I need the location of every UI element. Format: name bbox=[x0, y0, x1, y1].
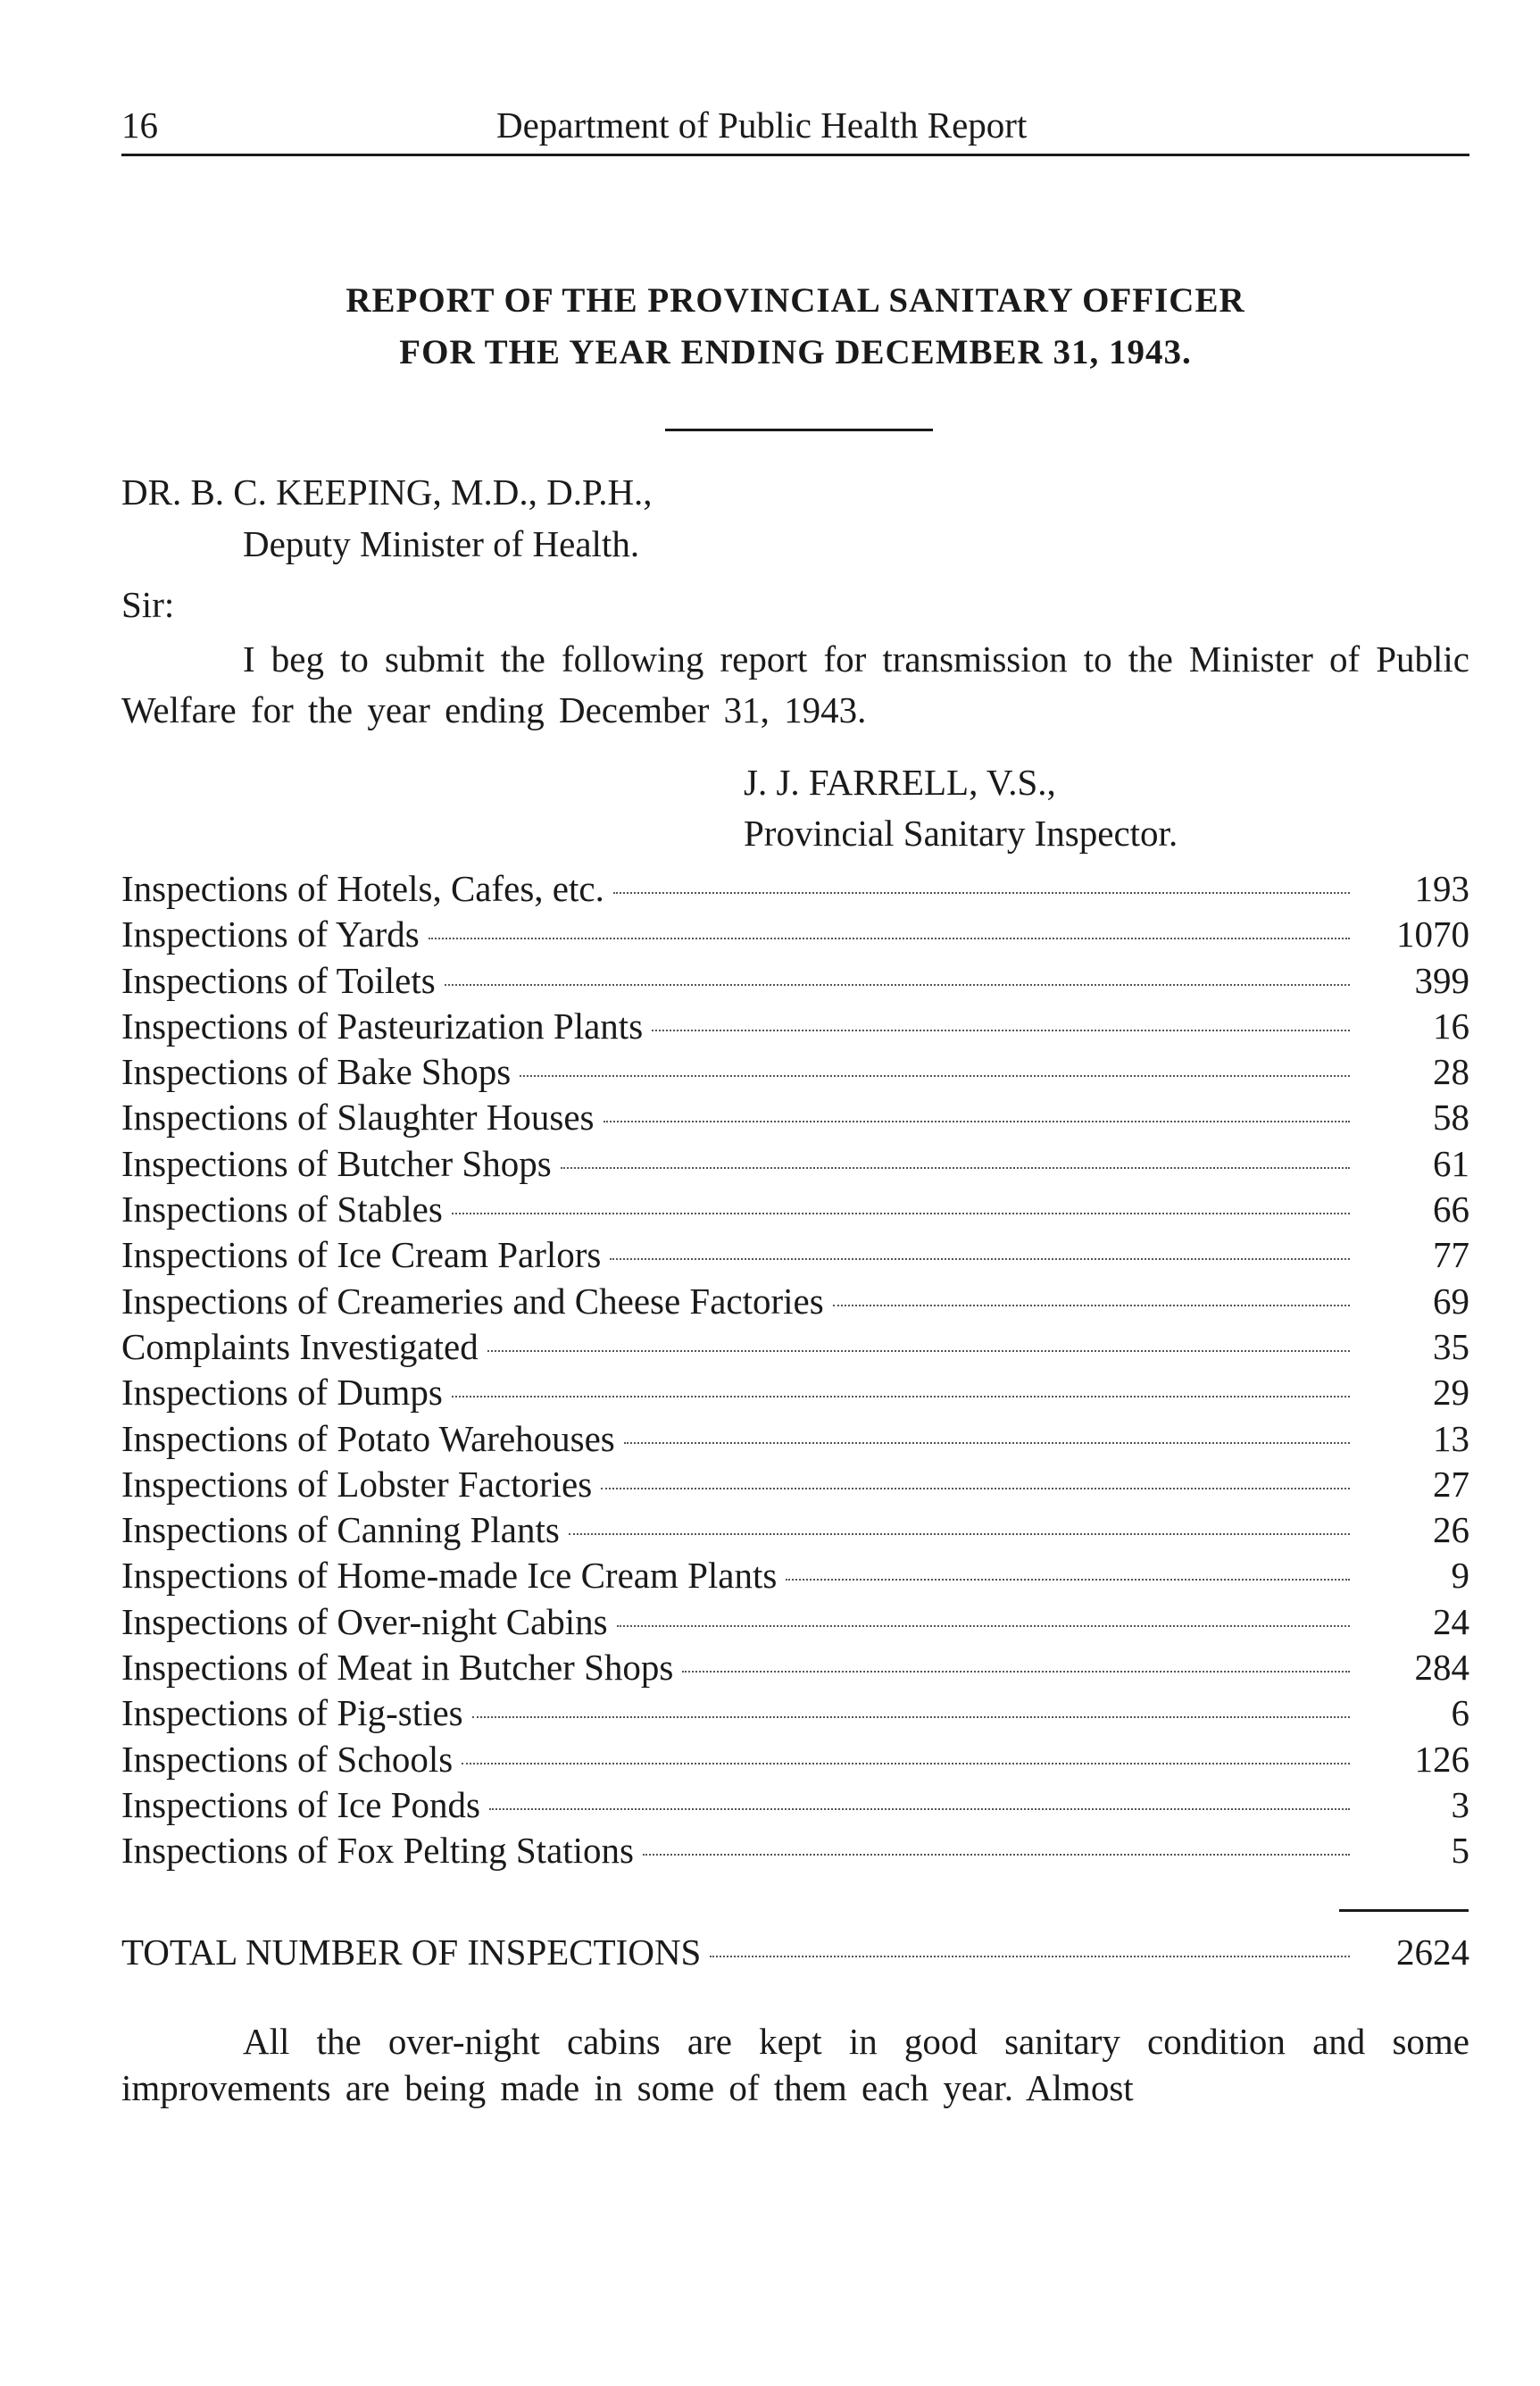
total-value: 2624 bbox=[1396, 1931, 1469, 1973]
inspection-count: 16 bbox=[1433, 1005, 1469, 1047]
report-title-line-1: REPORT OF THE PROVINCIAL SANITARY OFFICER bbox=[345, 281, 1245, 320]
dot-leader bbox=[833, 1305, 1350, 1306]
report-title bbox=[121, 275, 1469, 379]
inspection-count: 3 bbox=[1451, 1783, 1469, 1825]
inspection-count: 9 bbox=[1451, 1555, 1469, 1597]
dot-leader bbox=[569, 1533, 1350, 1535]
inspection-label: Inspections of Schools bbox=[121, 1738, 454, 1780]
dot-leader bbox=[617, 1625, 1350, 1627]
dot-leader bbox=[452, 1396, 1350, 1397]
inspection-label: Inspections of Pig-sties bbox=[121, 1692, 463, 1734]
inspection-count: 126 bbox=[1414, 1738, 1469, 1780]
dot-leader bbox=[445, 984, 1350, 986]
inspection-label: Inspections of Lobster Factories bbox=[121, 1463, 593, 1505]
signature-block bbox=[744, 757, 1178, 859]
inspection-count: 5 bbox=[1451, 1830, 1469, 1872]
inspection-label: Inspections of Creameries and Cheese Factories bbox=[121, 1280, 824, 1322]
inspection-count: 27 bbox=[1433, 1463, 1469, 1505]
dot-leader bbox=[610, 1258, 1350, 1260]
dot-leader bbox=[682, 1671, 1350, 1673]
inspection-row bbox=[121, 1507, 1469, 1553]
inspection-row bbox=[121, 1416, 1469, 1462]
inspection-label: Inspections of Pasteurization Plants bbox=[121, 1005, 644, 1047]
total-row-container bbox=[121, 1927, 1469, 1977]
inspection-count: 77 bbox=[1433, 1234, 1469, 1276]
inspection-label: Inspections of Ice Ponds bbox=[121, 1783, 480, 1825]
inspection-count: 24 bbox=[1433, 1600, 1469, 1642]
inspection-row bbox=[121, 958, 1469, 1004]
inspection-row bbox=[121, 1599, 1469, 1645]
dot-leader bbox=[561, 1167, 1350, 1169]
dot-leader bbox=[604, 1121, 1351, 1122]
inspection-label: Inspections of Potato Warehouses bbox=[121, 1417, 615, 1459]
dot-leader bbox=[643, 1854, 1350, 1856]
signatory-name: J. J. FARRELL, V.S., bbox=[744, 762, 1056, 803]
inspection-row bbox=[121, 1004, 1469, 1049]
dot-leader bbox=[489, 1808, 1350, 1810]
inspection-row bbox=[121, 1553, 1469, 1598]
inspection-label: Inspections of Ice Cream Parlors bbox=[121, 1234, 602, 1276]
total-row bbox=[121, 1927, 1469, 1977]
inspection-row bbox=[121, 1690, 1469, 1736]
inspection-label: Inspections of Slaughter Houses bbox=[121, 1097, 595, 1139]
inspection-row bbox=[121, 1141, 1469, 1187]
inspection-count: 69 bbox=[1433, 1280, 1469, 1322]
inspection-row bbox=[121, 1737, 1469, 1782]
addressee-name: DR. B. C. KEEPING, M.D., D.P.H., bbox=[121, 471, 653, 513]
inspection-count: 284 bbox=[1414, 1647, 1469, 1689]
total-label: TOTAL NUMBER OF INSPECTIONS bbox=[121, 1931, 702, 1973]
inspection-count: 28 bbox=[1433, 1051, 1469, 1093]
closing-paragraph: All the over-night cabins are kept in good sanitary condition and some improvements are being made in some of them each year. Almost bbox=[121, 2021, 1469, 2108]
inspection-row bbox=[121, 1049, 1469, 1095]
inspection-label: Inspections of Meat in Butcher Shops bbox=[121, 1647, 674, 1689]
dot-leader bbox=[652, 1030, 1350, 1031]
dot-leader bbox=[472, 1716, 1350, 1718]
inspection-row bbox=[121, 1324, 1469, 1370]
inspection-label: Complaints Investigated bbox=[121, 1325, 479, 1367]
dot-leader bbox=[786, 1579, 1350, 1581]
inspection-row bbox=[121, 1095, 1469, 1140]
dot-leader bbox=[613, 892, 1350, 894]
dot-leader bbox=[624, 1442, 1350, 1444]
inspection-row bbox=[121, 1370, 1469, 1415]
addressee-position: Deputy Minister of Health. bbox=[243, 523, 640, 564]
inspection-row bbox=[121, 1828, 1469, 1873]
inspection-label: Inspections of Butcher Shops bbox=[121, 1142, 552, 1184]
inspection-count: 6 bbox=[1451, 1692, 1469, 1734]
dot-leader bbox=[452, 1213, 1350, 1214]
total-rule bbox=[1339, 1909, 1469, 1912]
title-divider bbox=[665, 429, 933, 431]
inspection-row bbox=[121, 1279, 1469, 1324]
dot-leader bbox=[429, 938, 1350, 939]
inspection-count: 35 bbox=[1433, 1325, 1469, 1367]
report-title-line-2: FOR THE YEAR ENDING DECEMBER 31, 1943. bbox=[399, 333, 1192, 371]
inspection-label: Inspections of Hotels, Cafes, etc. bbox=[121, 868, 604, 909]
dot-leader bbox=[462, 1763, 1350, 1764]
inspection-label: Inspections of Fox Pelting Stations bbox=[121, 1830, 634, 1872]
inspection-label: Inspections of Canning Plants bbox=[121, 1509, 560, 1551]
dot-leader bbox=[487, 1350, 1350, 1352]
inspection-count: 58 bbox=[1433, 1097, 1469, 1139]
inspection-count: 29 bbox=[1433, 1372, 1469, 1414]
signatory-title: Provincial Sanitary Inspector. bbox=[744, 813, 1178, 854]
inspection-count: 26 bbox=[1433, 1509, 1469, 1551]
inspection-label: Inspections of Toilets bbox=[121, 959, 436, 1001]
dot-leader bbox=[710, 1956, 1350, 1957]
inspections-table bbox=[121, 866, 1469, 1874]
inspection-row bbox=[121, 1782, 1469, 1828]
salutation: Sir: bbox=[121, 584, 175, 625]
submission-paragraph: I beg to submit the following report for transmission to the Minister of Public Welfare for the year ending December 31, 1943. bbox=[121, 638, 1469, 730]
inspection-label: Inspections of Yards bbox=[121, 914, 420, 955]
page-number: 16 bbox=[121, 104, 158, 146]
inspection-label: Inspections of Home-made Ice Cream Plants bbox=[121, 1555, 778, 1597]
inspection-count: 66 bbox=[1433, 1189, 1469, 1231]
inspection-row bbox=[121, 866, 1469, 912]
inspection-count: 13 bbox=[1433, 1417, 1469, 1459]
inspection-label: Inspections of Over-night Cabins bbox=[121, 1600, 608, 1642]
inspection-label: Inspections of Dumps bbox=[121, 1372, 443, 1414]
inspection-row bbox=[121, 1232, 1469, 1278]
running-header bbox=[121, 100, 1469, 156]
inspection-row bbox=[121, 1462, 1469, 1507]
inspection-row bbox=[121, 1187, 1469, 1232]
inspection-row bbox=[121, 1645, 1469, 1690]
inspection-count: 399 bbox=[1414, 959, 1469, 1001]
addressee-block bbox=[121, 466, 653, 570]
inspection-count: 1070 bbox=[1396, 914, 1469, 955]
inspection-label: Inspections of Stables bbox=[121, 1189, 443, 1231]
dot-leader bbox=[520, 1075, 1350, 1077]
running-title: Department of Public Health Report bbox=[496, 104, 1028, 146]
inspection-count: 61 bbox=[1433, 1142, 1469, 1184]
dot-leader bbox=[601, 1488, 1350, 1489]
inspection-label: Inspections of Bake Shops bbox=[121, 1051, 512, 1093]
inspection-count: 193 bbox=[1414, 868, 1469, 909]
inspection-row bbox=[121, 912, 1469, 957]
